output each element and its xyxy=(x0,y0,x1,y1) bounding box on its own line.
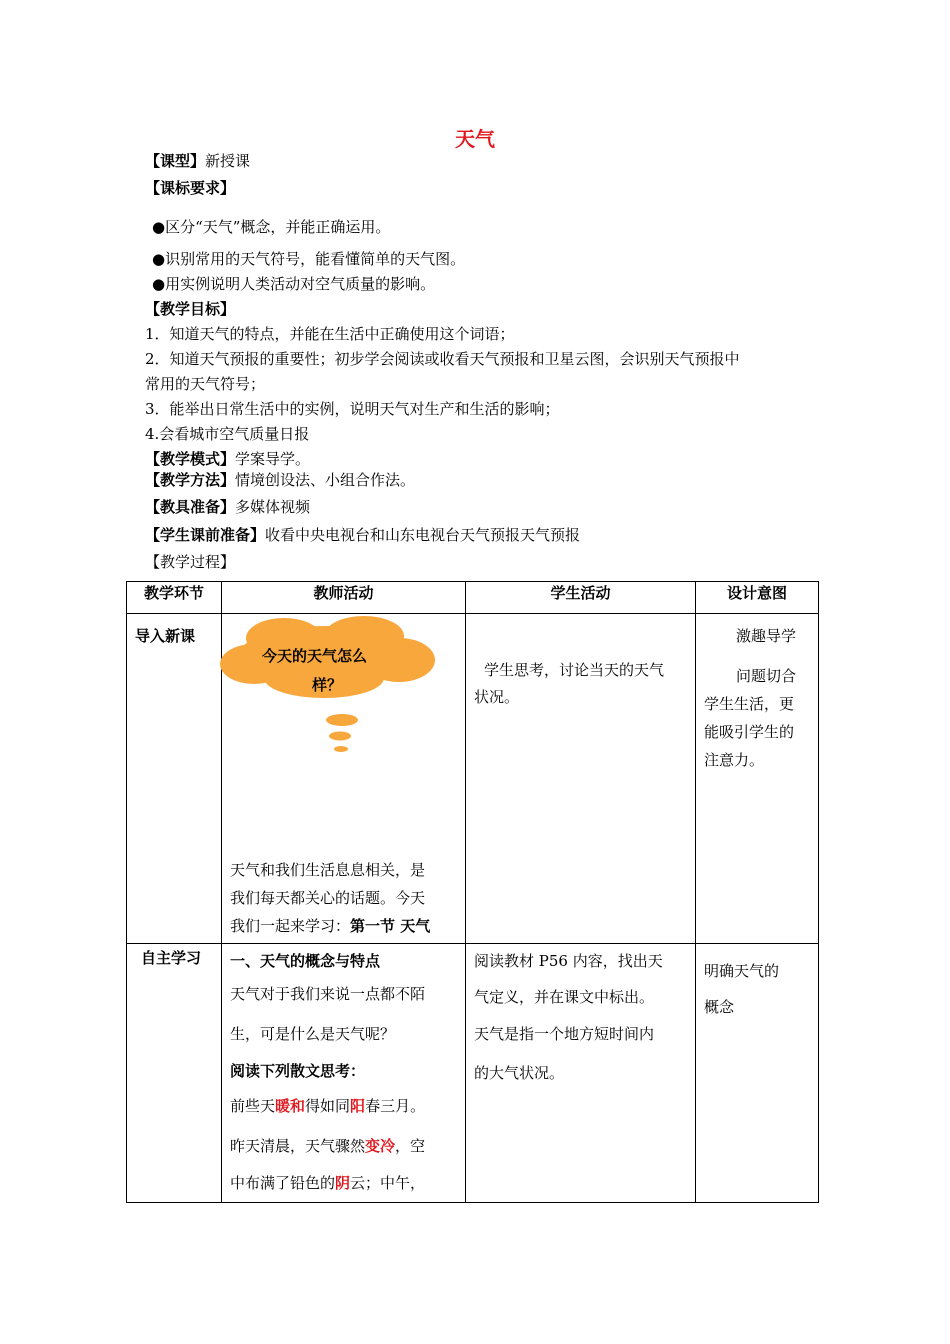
section-heading: 一、天气的概念与特点 xyxy=(230,952,381,970)
stage-cell xyxy=(127,614,222,944)
stage-label: 自主学习 xyxy=(141,949,202,967)
intent-text: 注意力。 xyxy=(704,751,765,769)
highlight-word: 变冷 xyxy=(365,1137,396,1155)
goal-item: 常用的天气符号； xyxy=(145,375,266,393)
intent-text: 学生生活，更 xyxy=(704,695,795,713)
header-intent: 设计意图 xyxy=(696,582,819,614)
prose-text: 得如同 xyxy=(305,1097,351,1115)
standard-item: ●区分“天气”概念，并能正确运用。 xyxy=(152,218,391,236)
stage-cell xyxy=(127,944,222,1203)
prose-line xyxy=(230,1136,425,1156)
intent-text: 概念 xyxy=(704,998,735,1016)
student-text: 状况。 xyxy=(474,688,520,706)
header-teacher: 教师活动 xyxy=(222,582,466,614)
cloud-text: 样？ xyxy=(312,676,343,694)
goals-heading: 【教学目标】 xyxy=(145,300,236,318)
lesson-title: 第一节 天气 xyxy=(350,917,431,935)
prose-line xyxy=(230,1173,425,1193)
student-text: 天气是指一个地方短时间内 xyxy=(474,1025,655,1043)
teacher-text: 天气和我们生活息息相关，是 xyxy=(230,861,426,879)
student-cell xyxy=(466,614,696,944)
teaching-tools xyxy=(145,497,310,517)
process-heading: 【教学过程】 xyxy=(145,553,236,571)
prose-text: 中布满了铅色的 xyxy=(230,1174,336,1192)
goal-item: 3．能举出日常生活中的实例，说明天气对生产和生活的影响； xyxy=(145,400,560,418)
course-type xyxy=(145,151,250,171)
student-text: 学生思考，讨论当天的天气 xyxy=(484,661,665,679)
intent-text: 激趣导学 xyxy=(736,627,797,645)
course-type-value: 新授课 xyxy=(205,152,251,170)
teacher-text-part: 我们一起来学习： xyxy=(230,917,351,935)
cloud-text: 今天的天气怎么 xyxy=(262,647,368,665)
teacher-text: 天气对于我们来说一点都不陌 xyxy=(230,985,426,1003)
teaching-method-value: 情境创设法、小组合作法。 xyxy=(235,471,416,489)
process-table xyxy=(126,581,819,1203)
intent-text: 问题切合 xyxy=(736,667,797,685)
teaching-mode-value: 学案导学。 xyxy=(235,450,311,468)
prose-line xyxy=(230,1096,425,1116)
goal-item: 4.会看城市空气质量日报 xyxy=(145,425,310,443)
highlight-word: 暖和 xyxy=(275,1097,306,1115)
table-header-row xyxy=(127,582,819,614)
teacher-cell xyxy=(222,944,466,1203)
intent-text: 能吸引学生的 xyxy=(704,723,795,741)
teaching-method-label: 【教学方法】 xyxy=(145,471,236,489)
standard-item: ●用实例说明人类活动对空气质量的影响。 xyxy=(152,275,436,293)
teaching-method xyxy=(145,470,415,490)
teacher-text: 我们每天都关心的话题。今天 xyxy=(230,889,426,907)
page-title: 天气 xyxy=(455,127,495,151)
stage-label: 导入新课 xyxy=(135,627,196,645)
student-text: 气定义，并在课文中标出。 xyxy=(474,988,655,1006)
student-prep-value: 收看中央电视台和山东电视台天气预报天气预报 xyxy=(265,526,581,544)
student-prep-label: 【学生课前准备】 xyxy=(145,526,266,544)
student-prep xyxy=(145,525,580,545)
prose-text: ，空 xyxy=(395,1137,426,1155)
prose-text: 前些天 xyxy=(230,1097,276,1115)
highlight-word: 阴 xyxy=(335,1174,351,1192)
teacher-text: 生，可是什么是天气呢？ xyxy=(230,1025,396,1043)
teacher-text xyxy=(230,916,430,936)
course-type-label: 【课型】 xyxy=(145,152,206,170)
student-text: 阅读教材 P56 内容，找出天 xyxy=(474,952,663,970)
intent-text: 明确天气的 xyxy=(704,962,780,980)
goal-item: 1．知道天气的特点，并能在生活中正确使用这个词语； xyxy=(145,325,515,343)
table-row xyxy=(127,614,819,944)
standard-item: ●识别常用的天气符号，能看懂简单的天气图。 xyxy=(152,250,466,268)
teaching-mode-label: 【教学模式】 xyxy=(145,450,236,468)
header-stage: 教学环节 xyxy=(127,582,222,614)
prose-text: 春三月。 xyxy=(365,1097,426,1115)
highlight-word: 阳 xyxy=(350,1097,366,1115)
teaching-tools-label: 【教具准备】 xyxy=(145,498,236,516)
intent-cell xyxy=(696,614,819,944)
standards-heading: 【课标要求】 xyxy=(145,179,236,197)
teaching-mode xyxy=(145,449,310,469)
student-text: 的大气状况。 xyxy=(474,1064,565,1082)
goal-item: 2．知道天气预报的重要性；初步学会阅读或收看天气预报和卫星云图，会识别天气预报中 xyxy=(145,350,740,368)
header-student: 学生活动 xyxy=(466,582,696,614)
intent-cell xyxy=(696,944,819,1203)
teaching-tools-value: 多媒体视频 xyxy=(235,498,311,516)
table-row xyxy=(127,944,819,1203)
prose-text: 云；中午， xyxy=(350,1174,426,1192)
prose-text: 昨天清晨，天气骤然 xyxy=(230,1137,366,1155)
read-prompt: 阅读下列散文思考： xyxy=(230,1062,366,1080)
teacher-cell xyxy=(222,614,466,944)
student-cell xyxy=(466,944,696,1203)
